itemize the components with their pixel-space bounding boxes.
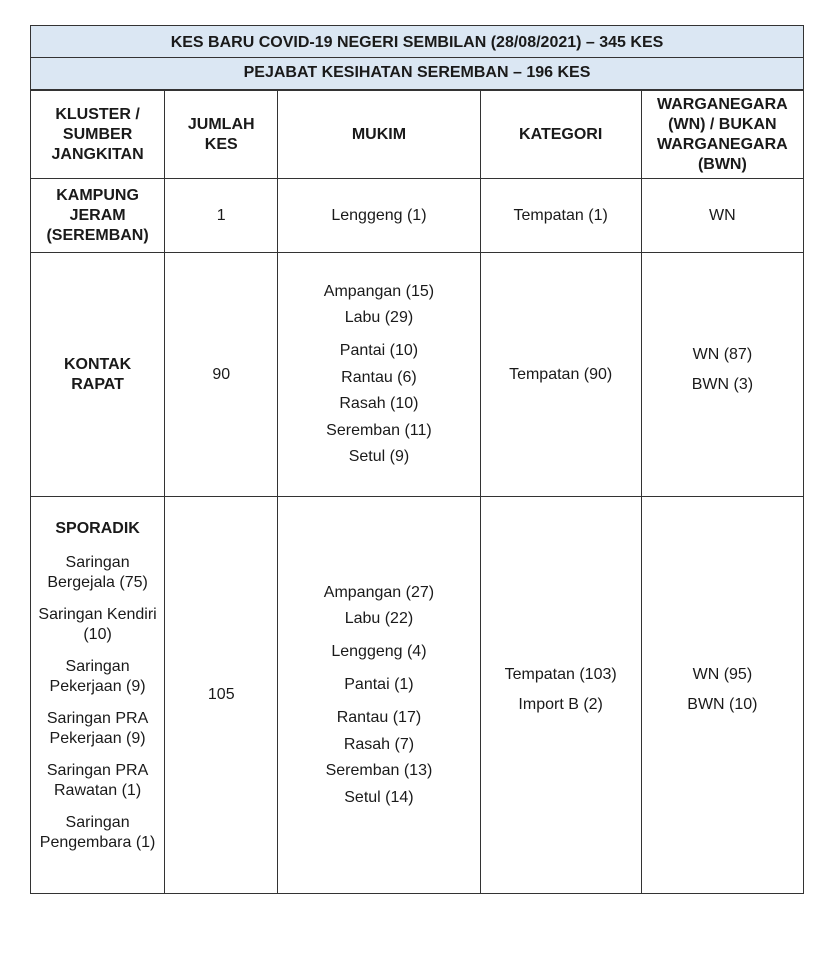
- mukim-item: Ampangan (27): [323, 583, 435, 601]
- mukim-item: Seremban (13): [325, 762, 433, 779]
- table-row: [31, 497, 804, 894]
- mukim-item: Setul (9): [348, 448, 410, 466]
- sub-item: Saringan Bergejala (75): [47, 554, 148, 591]
- mukim-item: Setul (14): [344, 788, 414, 806]
- cell-kategori: Tempatan (1): [480, 179, 641, 253]
- sub-item: Saringan PRA Pekerjaan (9): [46, 710, 149, 747]
- report-sheet: [30, 25, 804, 894]
- table-row: [31, 253, 804, 497]
- page-title: KES BARU COVID-19 NEGERI SEMBILAN (28/08/2021) – 345 KES: [30, 25, 804, 58]
- mukim-item: Pantai (1): [344, 676, 414, 693]
- cell-kategori: Tempatan (90): [480, 253, 641, 497]
- mukim-item: Seremban (11): [326, 421, 432, 439]
- sub-item: Saringan Kendiri (10): [38, 606, 157, 643]
- cell-jumlah: 90: [165, 253, 278, 497]
- cell-mukim: [278, 497, 480, 894]
- cell-kluster: KAMPUNG JERAM (SEREMBAN): [31, 179, 165, 253]
- mukim-item: Rasah (7): [343, 735, 415, 753]
- header-kategori: KATEGORI: [480, 91, 641, 179]
- sub-item: Saringan PRA Rawatan (1): [46, 762, 149, 799]
- mukim-item: Labu (29): [344, 309, 414, 327]
- cell-kluster: KONTAK RAPAT: [31, 253, 165, 497]
- mukim-item: Labu (22): [344, 610, 414, 627]
- warga-item: BWN (3): [691, 375, 754, 393]
- mukim-item: Rasah (10): [339, 395, 419, 413]
- sub-item: Saringan Pekerjaan (9): [49, 658, 146, 695]
- warga-item: BWN (10): [687, 696, 758, 713]
- cell-warga: [641, 253, 803, 497]
- cell-mukim: [278, 253, 480, 497]
- table-header-row: [31, 91, 804, 179]
- mukim-item: Rantau (17): [336, 709, 422, 726]
- header-kluster: KLUSTER / SUMBER JANGKITAN: [31, 91, 165, 179]
- cell-warga: WN: [641, 179, 803, 253]
- cell-warga: [641, 497, 803, 894]
- cell-kluster: SPORADIK Saringan Bergejala (75) Saringan Kendiri (10) Saringan Pekerjaan (9) Saringan PRA Pekerjaan (9) Saringan PRA Rawatan (1) Saringan Pengembara (1): [31, 497, 165, 894]
- cases-table: [30, 90, 804, 894]
- cell-mukim: Lenggeng (1): [278, 179, 480, 253]
- cell-jumlah: 1: [165, 179, 278, 253]
- header-jumlah: JUMLAH KES: [165, 91, 278, 179]
- cell-kategori: [480, 497, 641, 894]
- sub-item: Saringan Pengembara (1): [39, 814, 156, 851]
- kategori-item: Tempatan (103): [504, 666, 617, 683]
- mukim-item: Pantai (10): [339, 342, 419, 360]
- table-row: [31, 179, 804, 253]
- warga-item: WN (87): [692, 345, 753, 363]
- cell-jumlah: 105: [165, 497, 278, 894]
- mukim-item: Rantau (6): [341, 368, 417, 386]
- mukim-item: Ampangan (15): [323, 282, 435, 300]
- header-mukim: MUKIM: [278, 91, 480, 179]
- warga-item: WN (95): [692, 666, 753, 683]
- page-subtitle: PEJABAT KESIHATAN SEREMBAN – 196 KES: [30, 58, 804, 90]
- header-warga: WARGANEGARA (WN) / BUKAN WARGANEGARA (BWN): [641, 91, 803, 179]
- mukim-item: Lenggeng (4): [331, 643, 427, 660]
- kategori-item: Import B (2): [518, 696, 603, 713]
